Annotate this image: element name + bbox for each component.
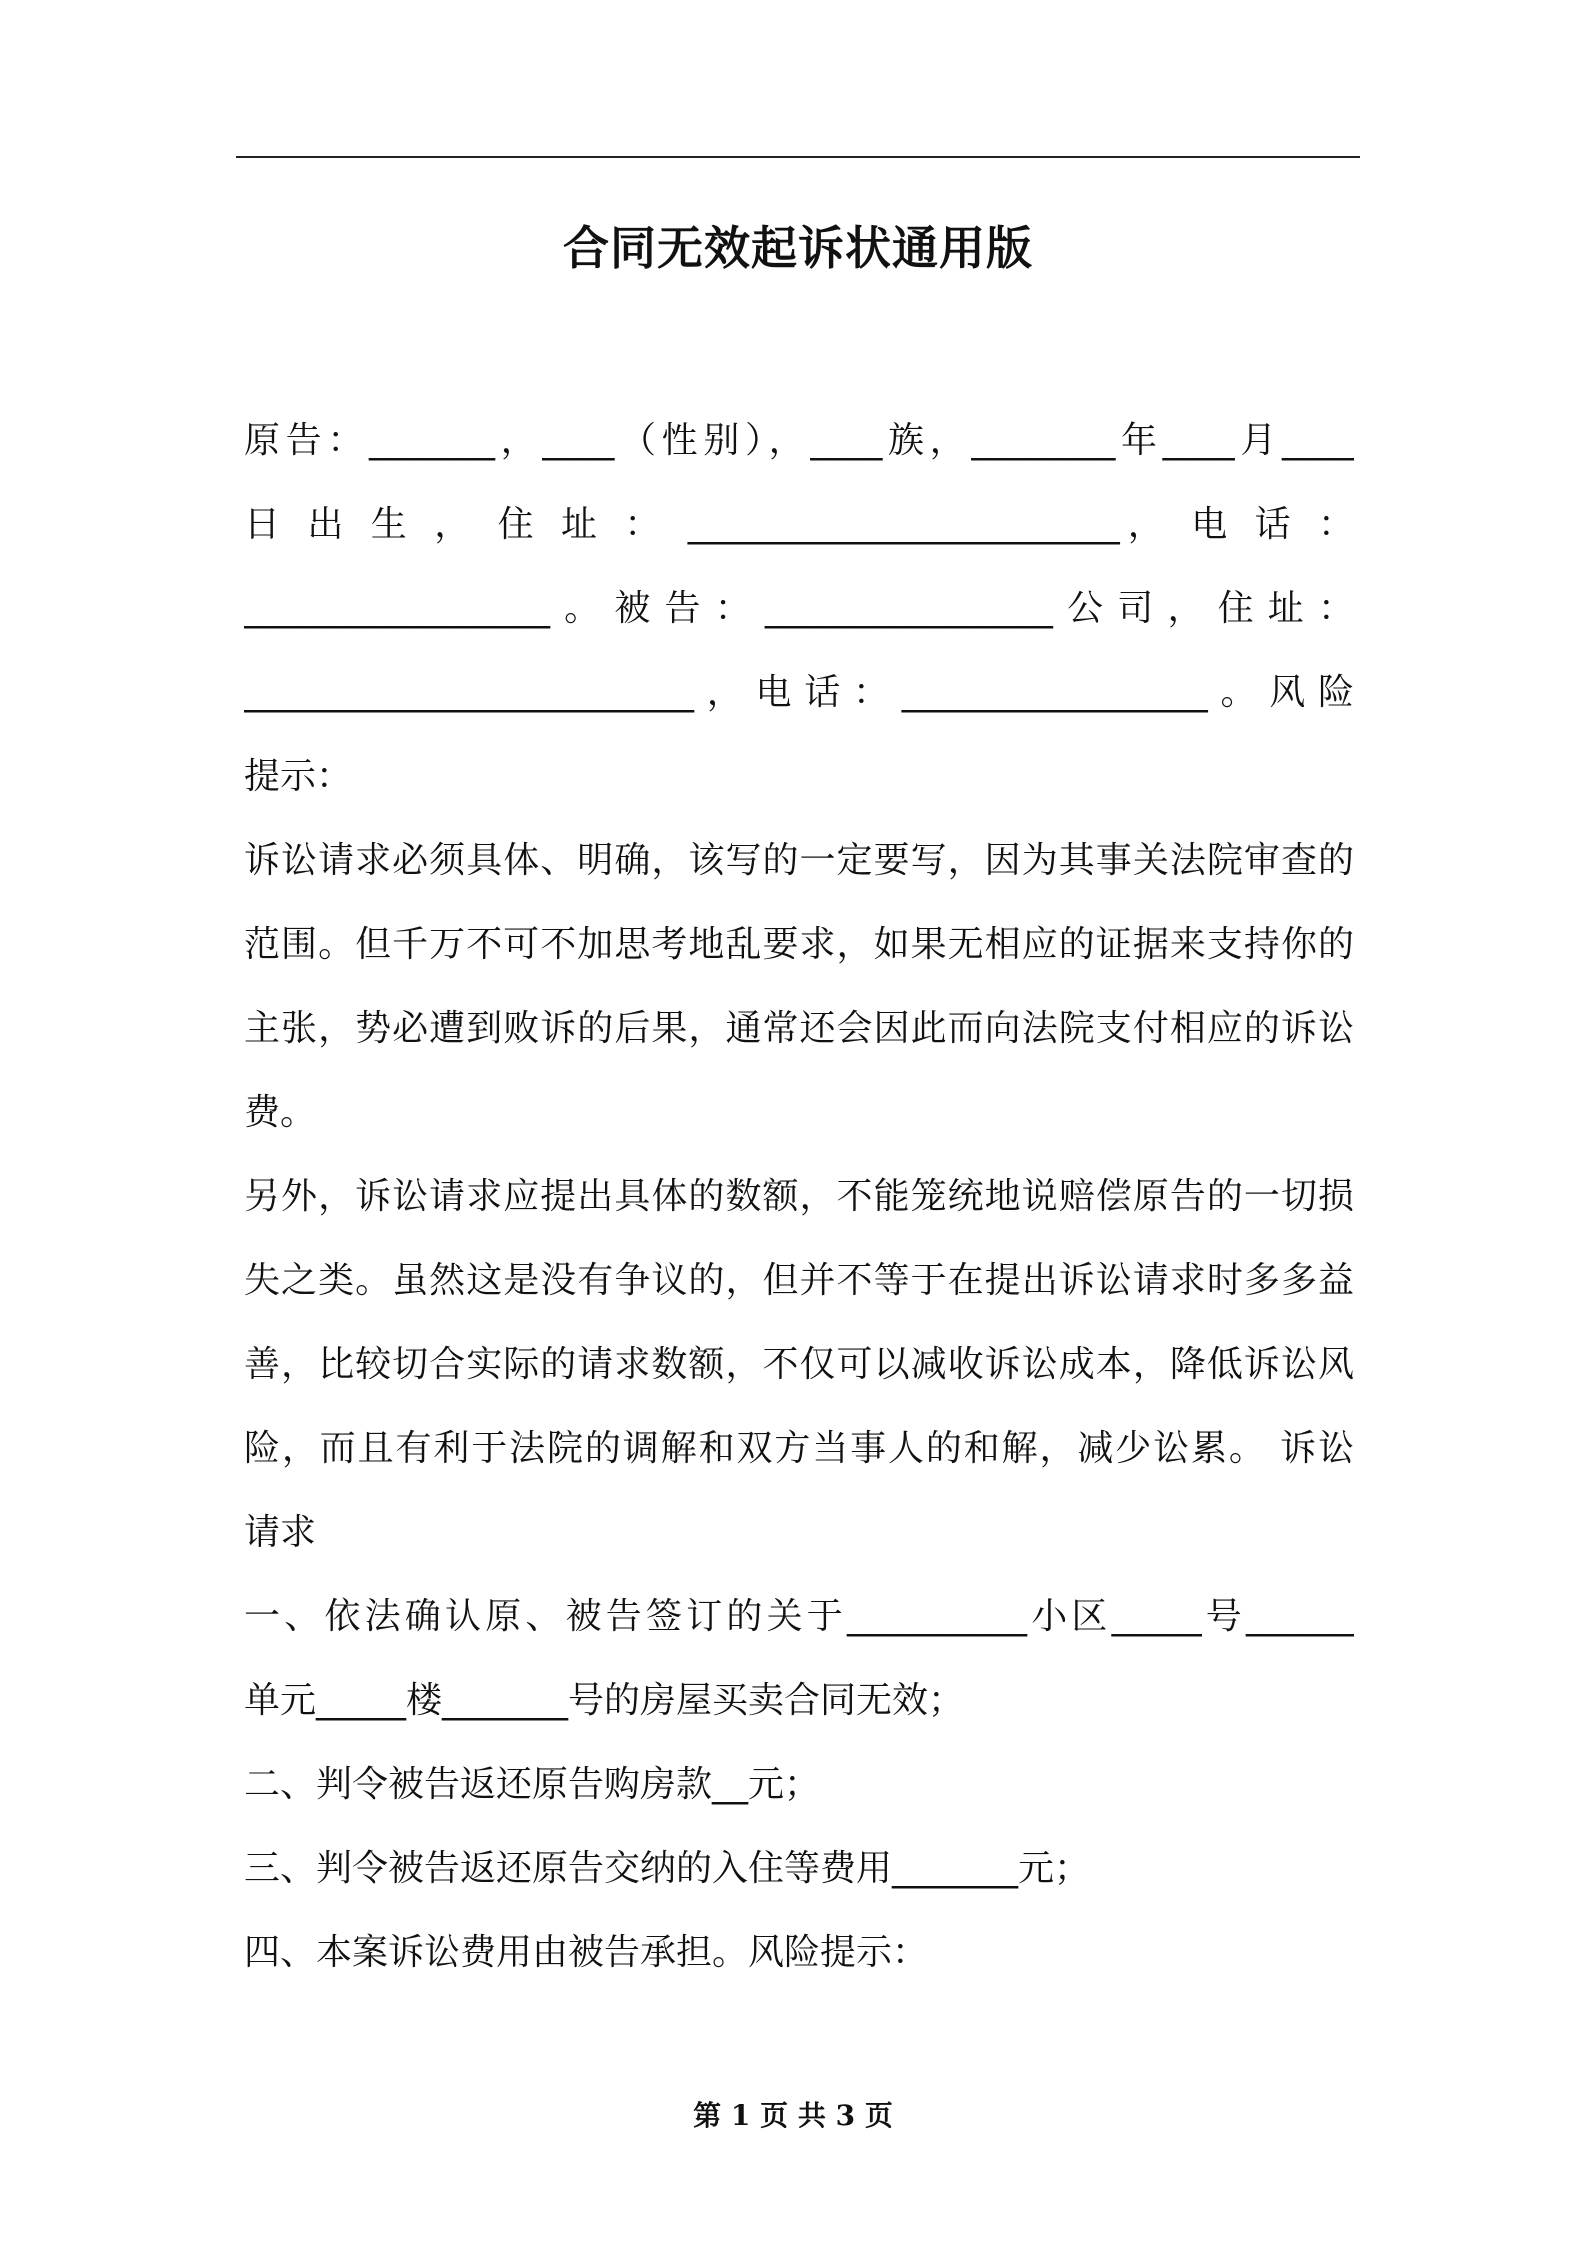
body-line: 善，比较切合实际的请求数额，不仅可以减收诉讼成本，降低诉讼风 <box>244 1344 1354 1385</box>
body-line: 费。 <box>244 1092 317 1133</box>
body-line: _________________。被告：________________公司，住址： <box>244 588 1354 629</box>
body-line: 二、判令被告返还原告购房款__元； <box>244 1764 821 1805</box>
body-line: 失之类。虽然这是没有争议的，但并不等于在提出诉讼请求时多多益 <box>244 1260 1354 1301</box>
body-line: 险，而且有利于法院的调解和双方当事人的和解，减少讼累。 诉讼 <box>244 1428 1354 1469</box>
body-line: 三、判令被告返还原告交纳的入住等费用_______元； <box>244 1848 1091 1889</box>
body-line: 四、本案诉讼费用由被告承担。风险提示： <box>244 1932 929 1973</box>
body-line: _________________________，电话：_________________。风险 <box>244 672 1354 713</box>
body-line: 主张，势必遭到败诉的后果，通常还会因此而向法院支付相应的诉讼 <box>244 1008 1354 1049</box>
body-line: 原告：_______，____（性别），____族，________年____月____ <box>244 420 1354 461</box>
body-line: 请求 <box>244 1512 317 1553</box>
body-line: 诉讼请求必须具体、明确，该写的一定要写，因为其事关法院审查的 <box>244 840 1354 881</box>
body-line: 另外，诉讼请求应提出具体的数额，不能笼统地说赔偿原告的一切损 <box>244 1176 1354 1217</box>
body-line: 单元_____楼_______号的房屋买卖合同无效； <box>244 1680 965 1721</box>
body-line: 提示： <box>244 756 353 797</box>
header-rule <box>236 156 1360 158</box>
body-line: 日 出 生 ， 住 址 ： ________________________， 电 话 ： <box>244 504 1354 545</box>
body-line: 一、依法确认原、被告签订的关于__________小区_____号______ <box>244 1596 1354 1637</box>
page-indicator: 第 1 页 共 3 页 <box>693 2099 893 2132</box>
body-line: 范围。但千万不可不加思考地乱要求，如果无相应的证据来支持你的 <box>244 924 1354 965</box>
document-body <box>244 399 1354 1995</box>
document-title: 合同无效起诉状通用版 <box>563 221 1033 275</box>
